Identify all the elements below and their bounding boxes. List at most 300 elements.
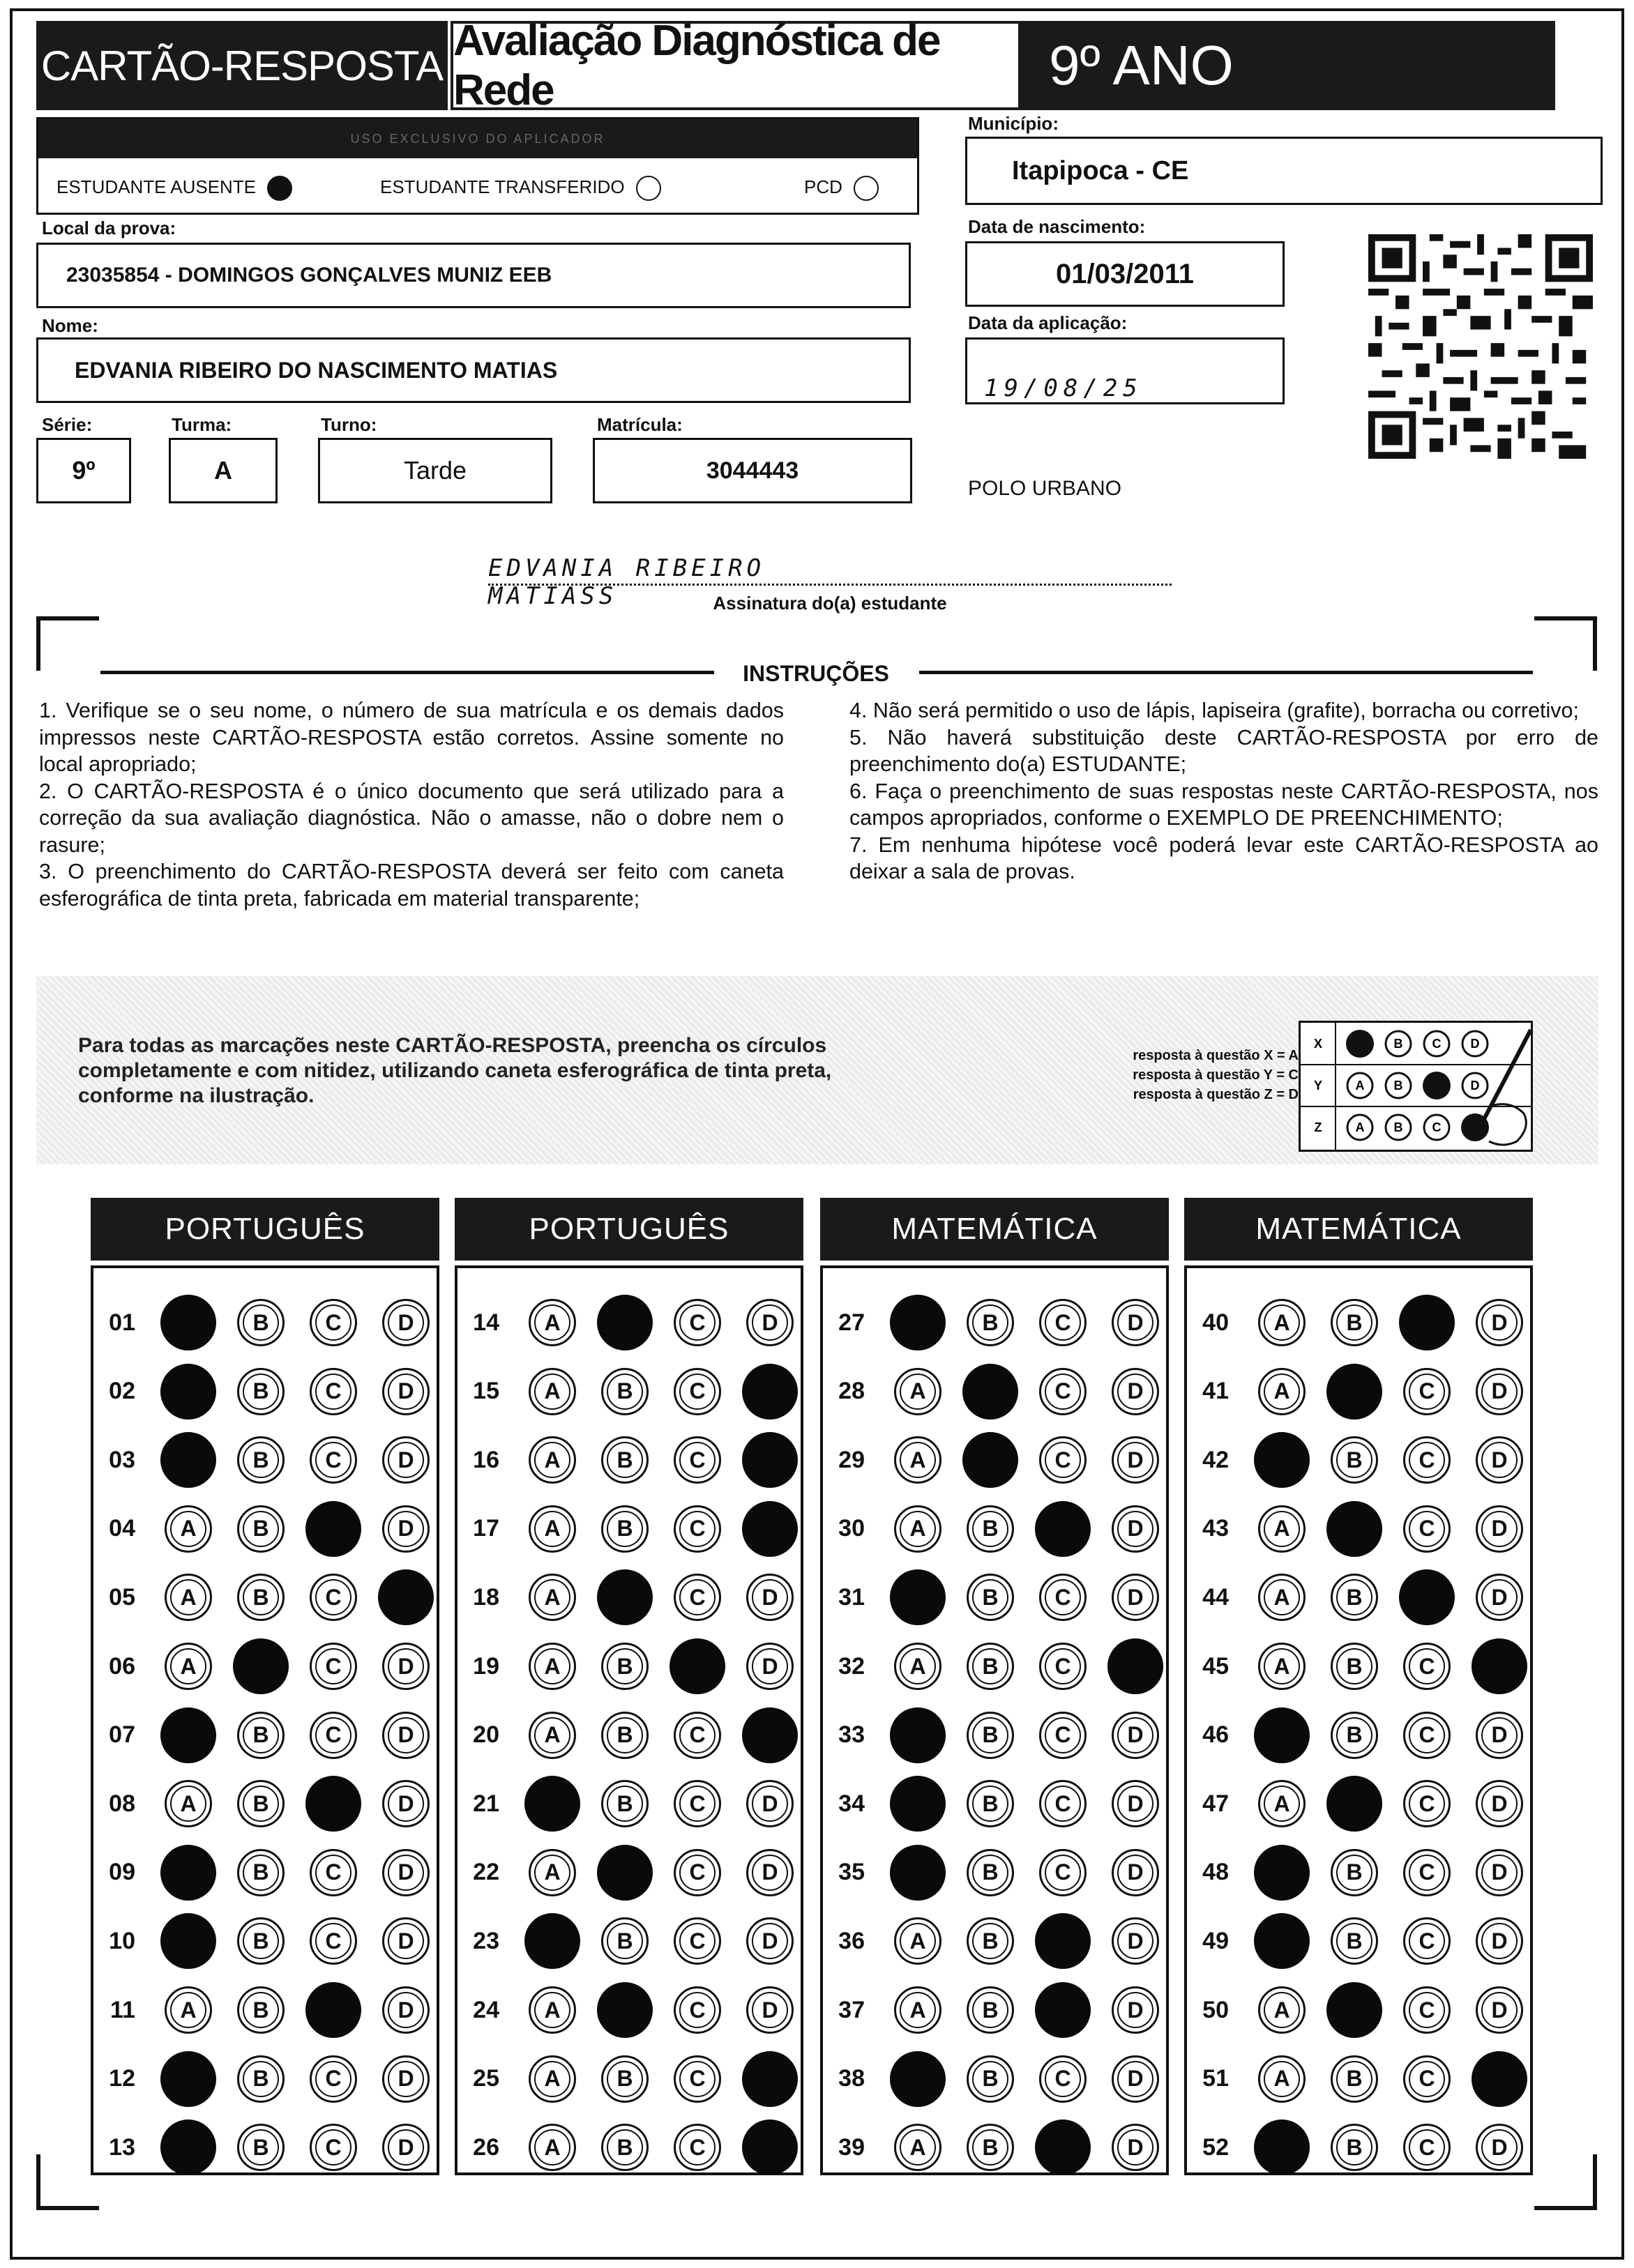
name-value: EDVANIA RIBEIRO DO NASCIMENTO MATIAS [75,357,558,383]
question-number: 52 [1202,2133,1229,2161]
answer-bubble-b[interactable] [1331,2055,1378,2103]
answer-bubble-a[interactable] [529,1505,576,1553]
answer-bubble-b[interactable] [237,1917,285,1965]
answer-bubble-d[interactable] [1476,1299,1523,1346]
assessment-title: Avaliação Diagnóstica de Rede [451,21,1021,110]
answer-bubble-a[interactable] [160,1295,216,1350]
answer-bubble-a[interactable] [524,1776,580,1832]
answer-bubble-b[interactable] [1326,1501,1382,1557]
answer-bubble-c[interactable] [310,1574,357,1621]
answer-bubble-d[interactable] [382,1849,430,1896]
answer-bubble-d[interactable] [382,2124,430,2171]
answer-bubble-a[interactable] [1254,1913,1310,1969]
answer-bubble-d[interactable] [742,1432,798,1488]
answer-bubble-b[interactable] [1331,1299,1378,1346]
answer-bubble-d[interactable] [1112,1368,1159,1415]
bubble-letter [679,1648,716,1684]
answer-bubble-a[interactable] [165,1643,212,1690]
answer-bubble-b[interactable] [967,1986,1014,2034]
answer-bubble-a[interactable] [529,1436,576,1484]
answer-bubble-b[interactable] [1331,1712,1378,1759]
answer-bubble-c[interactable] [310,1712,357,1759]
answer-bubble-c[interactable] [674,1849,721,1896]
answer-bubble-d[interactable] [1476,2124,1523,2171]
answer-bubble-c[interactable] [674,1368,721,1415]
answer-bubble-c[interactable] [310,1299,357,1346]
answer-bubble-b[interactable] [1331,2124,1378,2171]
answer-bubble-a[interactable] [529,1368,576,1415]
bubble-letter: B [972,1579,1008,1615]
answer-bubble-d[interactable] [382,1299,430,1346]
question-row [457,1432,794,1488]
answer-bubble-b[interactable] [233,1638,289,1694]
bubble-letter: C [315,1304,351,1341]
answer-bubble-a[interactable] [529,1849,576,1896]
answer-bubble-a[interactable] [160,1364,216,1420]
answer-bubble-d[interactable] [742,1707,798,1763]
question-number: 20 [473,1721,499,1749]
answer-bubble-d[interactable] [1112,1849,1159,1896]
answer-bubble-b[interactable] [601,2055,649,2103]
answer-bubble-c[interactable] [674,1917,721,1965]
answer-bubble-a[interactable] [160,1707,216,1763]
answer-bubble-a[interactable] [160,2051,216,2107]
answer-bubble-a[interactable] [529,2124,576,2171]
answer-bubble-b[interactable] [237,1849,285,1896]
answer-bubble-a[interactable] [165,1780,212,1827]
answer-bubble-c[interactable] [674,1574,721,1621]
aplicacao-label: Data da aplicação: [968,312,1128,333]
answer-bubble-b[interactable] [967,1299,1014,1346]
bubble-letter: A [534,1304,570,1341]
answer-bubble-b[interactable] [1331,1574,1378,1621]
answer-bubble-a[interactable] [1254,1707,1310,1763]
bubble-letter: C [1409,1717,1445,1753]
question-number: 37 [838,1996,865,2023]
answer-bubble-c[interactable] [305,1501,361,1557]
answer-bubble-b[interactable] [237,1574,285,1621]
answer-bubble-b[interactable] [237,1436,285,1484]
answer-bubble-b[interactable] [601,1368,649,1415]
answer-bubble-c[interactable] [1039,1299,1087,1346]
option-pcd[interactable] [804,176,879,201]
option-transferred-label: ESTUDANTE TRANSFERIDO [380,176,625,197]
answer-bubble-a[interactable] [894,1368,941,1415]
answer-bubble-b[interactable] [601,1505,649,1553]
answer-bubble-b[interactable] [601,2124,649,2171]
aplicacao-field[interactable] [965,337,1285,404]
pcd-bubble[interactable] [854,176,879,201]
answer-bubble-c[interactable] [1035,2119,1091,2175]
answer-bubble-d[interactable] [742,2051,798,2107]
answer-bubble-d[interactable] [1476,1436,1523,1484]
answer-bubble-a[interactable] [890,2051,946,2107]
question-row [823,1501,1159,1557]
bubble-letter: B [972,2061,1008,2097]
fill-example-illustration [1301,1023,1531,1150]
answer-bubble-b[interactable] [601,1780,649,1827]
answer-bubble-b[interactable] [597,1295,653,1350]
answer-bubble-b[interactable] [962,1432,1018,1488]
bubble-letter: C [1045,1579,1081,1615]
answer-bubble-d[interactable] [746,1849,794,1896]
bubble-letter: D [1481,1717,1518,1753]
answer-bubble-b[interactable] [237,1368,285,1415]
answer-bubble-a[interactable] [890,1776,946,1832]
answer-bubble-d[interactable] [1112,2124,1159,2171]
answer-bubble-b[interactable] [967,1643,1014,1690]
answer-bubble-b[interactable] [1326,1982,1382,2038]
answer-bubble-a[interactable] [529,2055,576,2103]
bubble-letter [1117,1648,1153,1684]
answer-bubble-c[interactable] [1403,1780,1451,1827]
answer-bubble-b[interactable] [1331,1643,1378,1690]
question-number: 24 [473,1996,499,2023]
answer-bubble-a[interactable] [1254,2119,1310,2175]
answer-bubble-d[interactable] [1476,1574,1523,1621]
answer-bubble-c[interactable] [310,1917,357,1965]
answer-bubble-c[interactable] [670,1638,725,1694]
answer-bubble-c[interactable] [1039,1368,1087,1415]
question-number: 10 [109,1927,135,1954]
answer-bubble-c[interactable] [1039,1712,1087,1759]
answer-bubble-c[interactable] [1039,1643,1087,1690]
answer-bubble-b[interactable] [597,1845,653,1901]
answer-bubble-a[interactable] [1258,2055,1306,2103]
bubble-letter: D [1117,1717,1153,1753]
answer-bubble-d[interactable] [1476,1986,1523,2034]
presence-title: USO EXCLUSIVO DO APLICADOR [38,119,917,158]
svg-text:A: A [1355,1079,1365,1093]
answer-bubble-b[interactable] [597,1569,653,1625]
answer-bubble-d[interactable] [742,2119,798,2175]
answer-bubble-a[interactable] [894,1505,941,1553]
answer-bubble-d[interactable] [746,1986,794,2034]
answer-bubble-a[interactable] [1258,1986,1306,2034]
instruction-4: 4. Não será permitido o uso de lápis, lapiseira (grafite), borracha ou corretivo; [849,699,1579,722]
answer-bubble-c[interactable] [310,1436,357,1484]
bubble-letter: A [1264,1648,1300,1684]
answer-bubble-c[interactable] [1403,1436,1451,1484]
option-absent[interactable] [56,176,292,201]
bubble-letter: D [1481,1304,1518,1341]
answer-bubble-a[interactable] [1254,1432,1310,1488]
answer-bubble-b[interactable] [237,2124,285,2171]
answer-bubble-c[interactable] [1403,2055,1451,2103]
answer-bubble-d[interactable] [746,1299,794,1346]
bubble-letter [752,1373,788,1410]
corner-bottom-left [36,2154,99,2210]
answer-bubble-d[interactable] [382,1917,430,1965]
answer-bubble-d[interactable] [382,1643,430,1690]
bubble-letter: B [607,1442,643,1478]
answer-bubble-b[interactable] [967,1712,1014,1759]
answer-bubble-d[interactable] [1112,1436,1159,1484]
answer-bubble-c[interactable] [1403,1917,1451,1965]
answer-bubble-c[interactable] [310,2055,357,2103]
answer-bubble-c[interactable] [674,2055,721,2103]
answer-bubble-d[interactable] [1472,2051,1527,2107]
bubble-letter [607,1579,643,1615]
answer-bubble-b[interactable] [967,1849,1014,1896]
answer-bubble-d[interactable] [382,1368,430,1415]
answer-bubble-b[interactable] [967,1917,1014,1965]
answer-bubble-b[interactable] [967,1505,1014,1553]
bubble-letter: D [752,1579,788,1615]
answer-bubble-c[interactable] [674,1780,721,1827]
answer-bubble-a[interactable] [529,1643,576,1690]
answer-bubble-a[interactable] [165,1986,212,2034]
answer-bubble-d[interactable] [1112,1574,1159,1621]
answer-bubble-a[interactable] [160,1913,216,1969]
answer-bubble-d[interactable] [1476,1849,1523,1896]
answer-bubble-b[interactable] [237,2055,285,2103]
answer-bubble-c[interactable] [1035,1501,1091,1557]
answer-bubble-c[interactable] [674,1986,721,2034]
answer-bubble-c[interactable] [1035,1913,1091,1969]
answer-bubble-a[interactable] [529,1712,576,1759]
bubble-letter [1045,1923,1081,1959]
answer-bubble-c[interactable] [674,2124,721,2171]
answer-bubble-c[interactable] [1039,1849,1087,1896]
answer-bubble-c[interactable] [674,1299,721,1346]
name-field [36,337,911,403]
answer-bubble-b[interactable] [237,1986,285,2034]
option-transferred[interactable] [380,176,661,201]
bubble-letter: D [1117,1855,1153,1891]
instructions-rule-right [919,671,1533,674]
bubble-letter: B [243,1923,279,1959]
bubble-letter [752,1511,788,1547]
answer-bubble-b[interactable] [1331,1917,1378,1965]
question-number: 34 [838,1790,865,1817]
answer-bubble-c[interactable] [310,1368,357,1415]
answer-bubble-c[interactable] [1403,1849,1451,1896]
section-header-3: MATEMÁTICA [820,1198,1169,1261]
answer-bubble-c[interactable] [1403,1505,1451,1553]
answer-bubble-d[interactable] [382,1780,430,1827]
bubble-letter [170,1442,206,1478]
bubble-letter [315,1992,351,2028]
answer-bubble-a[interactable] [1258,1368,1306,1415]
bubble-letter: A [534,1579,570,1615]
answer-bubble-d[interactable] [382,1712,430,1759]
answer-bubble-d[interactable] [1112,1917,1159,1965]
answer-bubble-b[interactable] [1331,1849,1378,1896]
option-absent-label: ESTUDANTE AUSENTE [56,176,257,197]
question-row [823,1638,1159,1694]
answer-bubble-b[interactable] [1326,1776,1382,1832]
answer-bubble-a[interactable] [890,1569,946,1625]
answer-bubble-b[interactable] [1331,1436,1378,1484]
answer-bubble-c[interactable] [1039,1436,1087,1484]
answer-bubble-d[interactable] [382,2055,430,2103]
turma-label: Turma: [172,414,232,435]
bubble-letter: D [752,1648,788,1684]
answer-bubble-d[interactable] [1476,1712,1523,1759]
question-number: 11 [110,1996,135,2023]
answer-bubble-c[interactable] [305,1776,361,1832]
answer-bubble-d[interactable] [1107,1638,1163,1694]
answer-bubble-c[interactable] [1403,1643,1451,1690]
answer-bubble-a[interactable] [529,1299,576,1346]
answer-bubble-d[interactable] [746,1643,794,1690]
bubble-letter: B [1336,1304,1372,1341]
answer-bubble-a[interactable] [894,1436,941,1484]
bubble-letter: B [1336,1579,1372,1615]
instruction-3: 3. O preenchimento do CARTÃO-RESPOSTA deverá ser feito com caneta esferográfica de tinta preta, fabricada em material transparente; [39,860,784,911]
answer-bubble-a[interactable] [1258,1299,1306,1346]
answer-bubble-b[interactable] [237,1712,285,1759]
answer-bubble-a[interactable] [894,2124,941,2171]
answer-bubble-c[interactable] [1399,1569,1455,1625]
answer-bubble-c[interactable] [674,1712,721,1759]
matricula-label: Matrícula: [597,414,683,435]
answer-bubble-d[interactable] [1476,1917,1523,1965]
answer-bubble-c[interactable] [310,2124,357,2171]
answer-bubble-d[interactable] [1472,1638,1527,1694]
question-row [1187,1707,1523,1763]
bubble-letter: C [679,1923,716,1959]
answer-bubble-a[interactable] [1254,1845,1310,1901]
answer-bubble-c[interactable] [305,1982,361,2038]
question-row [93,2051,430,2107]
answer-bubble-c[interactable] [310,1643,357,1690]
answer-bubble-a[interactable] [160,2119,216,2175]
answer-bubble-d[interactable] [382,1436,430,1484]
answer-bubble-b[interactable] [967,2124,1014,2171]
bubble-letter: C [315,2129,351,2166]
answer-bubble-d[interactable] [378,1569,434,1625]
answer-bubble-d[interactable] [746,1574,794,1621]
answer-bubble-a[interactable] [165,1574,212,1621]
answer-bubble-a[interactable] [890,1707,946,1763]
bubble-letter: C [315,1855,351,1891]
bubble-letter: D [388,1511,424,1547]
question-row [823,1432,1159,1488]
question-number: 14 [473,1309,499,1336]
answer-bubble-d[interactable] [742,1501,798,1557]
question-number: 30 [838,1515,865,1542]
answer-bubble-a[interactable] [890,1295,946,1350]
answer-bubble-b[interactable] [601,1643,649,1690]
answer-bubble-d[interactable] [382,1505,430,1553]
example-row-z-label: Z [1314,1120,1322,1134]
question-number: 01 [109,1309,135,1336]
answer-bubble-b[interactable] [601,1917,649,1965]
bubble-letter: D [1481,1511,1518,1547]
instructions-rule-left [100,671,714,674]
bubble-letter: A [1264,1373,1300,1410]
answer-bubble-c[interactable] [1039,1780,1087,1827]
question-number: 12 [109,2065,135,2092]
answer-bubble-c[interactable] [310,1849,357,1896]
bubble-letter [1481,1648,1518,1684]
answer-bubble-a[interactable] [524,1913,580,1969]
answer-bubble-a[interactable] [1258,1780,1306,1827]
answer-bubble-b[interactable] [962,1364,1018,1420]
answer-bubble-c[interactable] [1403,2124,1451,2171]
answer-bubble-d[interactable] [1112,1299,1159,1346]
bubble-letter: B [1336,1923,1372,1959]
answer-bubble-a[interactable] [529,1574,576,1621]
answer-bubble-d[interactable] [1476,1368,1523,1415]
answer-bubble-d[interactable] [746,1917,794,1965]
bubble-letter [1264,1855,1300,1891]
answer-bubble-a[interactable] [160,1845,216,1901]
answer-bubble-c[interactable] [1039,2055,1087,2103]
answer-bubble-d[interactable] [1112,1780,1159,1827]
bubble-letter: C [679,1992,716,2028]
instruction-5: 5. Não haverá substituição deste CARTÃO-RESPOSTA por erro de preenchimento do(a) ESTUDANTE; [849,725,1598,776]
answer-bubble-b[interactable] [1326,1364,1382,1420]
answer-bubble-a[interactable] [165,1505,212,1553]
nascimento-value: 01/03/2011 [1056,258,1194,289]
answer-bubble-d[interactable] [1112,1505,1159,1553]
answer-bubble-b[interactable] [967,1574,1014,1621]
question-row [823,2051,1159,2107]
question-number: 41 [1202,1378,1229,1405]
answer-bubble-a[interactable] [529,1986,576,2034]
answer-bubble-c[interactable] [674,1505,721,1553]
question-row [457,1638,794,1694]
answer-bubble-d[interactable] [1112,1986,1159,2034]
answer-bubble-b[interactable] [237,1299,285,1346]
question-row [1187,1845,1523,1901]
answer-bubble-a[interactable] [894,1917,941,1965]
answer-bubble-a[interactable] [160,1432,216,1488]
answer-bubble-a[interactable] [894,1986,941,2034]
answer-bubble-d[interactable] [742,1364,798,1420]
answer-bubble-b[interactable] [237,1505,285,1553]
answer-bubble-b[interactable] [601,1712,649,1759]
transferred-bubble[interactable] [636,176,661,201]
answer-bubble-d[interactable] [1112,1712,1159,1759]
bubble-letter [900,1717,936,1753]
local-label: Local da prova: [42,218,176,238]
answer-bubble-d[interactable] [382,1986,430,2034]
answer-bubble-b[interactable] [237,1780,285,1827]
answer-bubble-a[interactable] [894,1643,941,1690]
question-row [1187,1295,1523,1350]
answer-bubble-b[interactable] [967,1780,1014,1827]
answer-bubble-a[interactable] [890,1845,946,1901]
answer-bubble-c[interactable] [1039,1574,1087,1621]
answer-bubble-a[interactable] [1258,1505,1306,1553]
bubble-letter: D [388,1717,424,1753]
answer-bubble-c[interactable] [1403,1986,1451,2034]
absent-bubble[interactable] [267,176,292,201]
answer-bubble-b[interactable] [601,1436,649,1484]
answer-bubble-d[interactable] [746,1780,794,1827]
turno-field [318,438,552,503]
answer-bubble-c[interactable] [1403,1368,1451,1415]
answer-bubble-a[interactable] [1258,1643,1306,1690]
answer-bubble-c[interactable] [674,1436,721,1484]
answer-bubble-c[interactable] [1399,1295,1455,1350]
answer-bubble-b[interactable] [597,1982,653,2038]
bubble-letter [170,1923,206,1959]
answer-bubble-c[interactable] [1403,1712,1451,1759]
answer-bubble-d[interactable] [1476,1780,1523,1827]
answer-bubble-b[interactable] [967,2055,1014,2103]
answer-bubble-d[interactable] [1112,2055,1159,2103]
bubble-letter: C [679,1373,716,1410]
answer-bubble-d[interactable] [1476,1505,1523,1553]
question-number: 32 [838,1652,865,1680]
answer-bubble-a[interactable] [1258,1574,1306,1621]
answer-bubble-c[interactable] [1035,1982,1091,2038]
